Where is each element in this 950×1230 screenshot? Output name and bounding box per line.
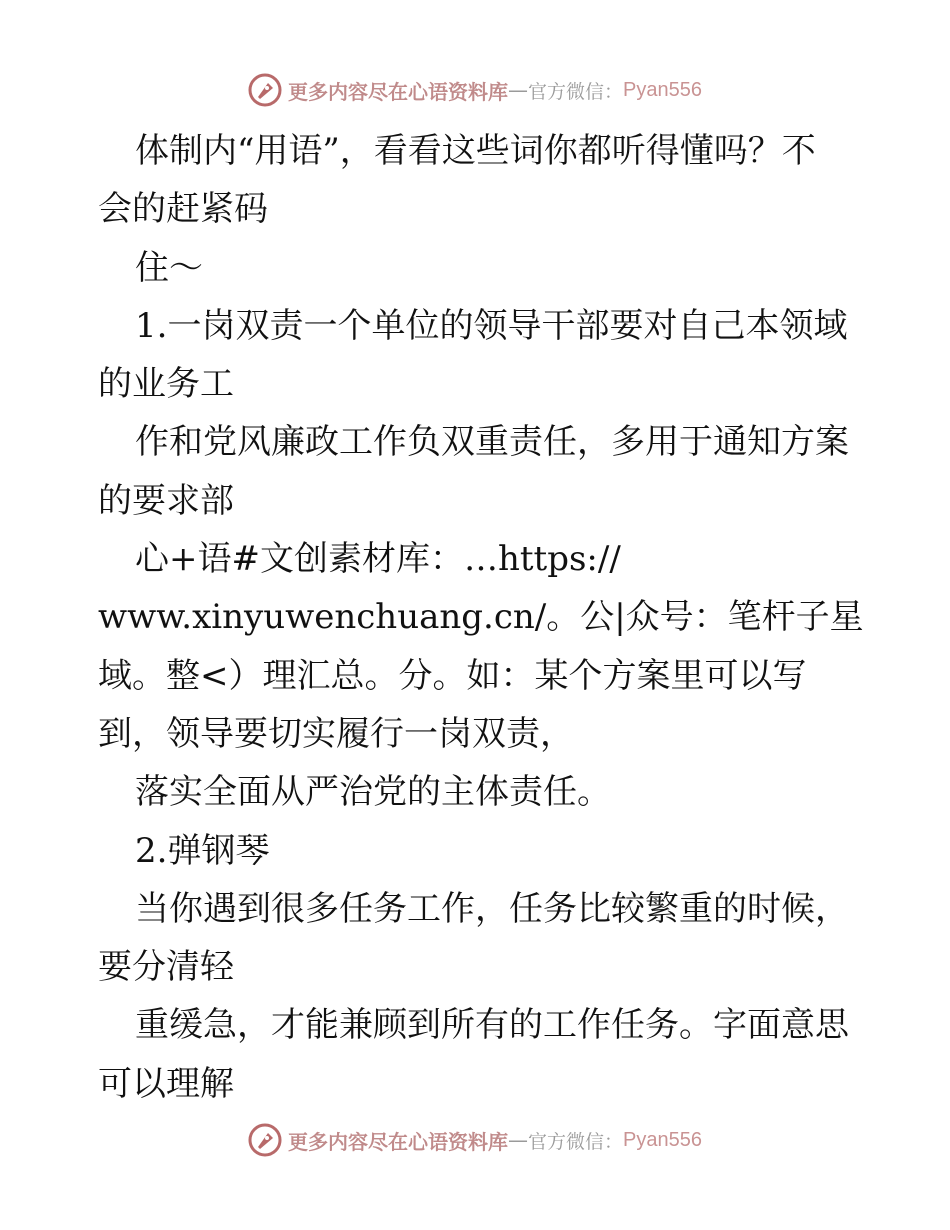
footer-banner-wechat-id: Pyan556	[623, 1128, 702, 1151]
text-line-13: 2.弹钢琴	[135, 830, 270, 871]
pen-nib-icon	[248, 73, 282, 107]
text-line-6: 作和党风廉政工作负双重责任，多用于通知方案	[135, 422, 849, 463]
text-line-10: 域。整<）理汇总。分。如：某个方案里可以写	[98, 655, 807, 696]
text-line-7: 的要求部	[98, 480, 234, 521]
banner-separator: —	[508, 78, 528, 102]
banner-title: 更多内容尽在心语资料库	[288, 79, 508, 104]
text-line-17: 可以理解	[98, 1063, 234, 1104]
text-line-11: 到，领导要切实履行一岗双责，	[98, 713, 574, 754]
banner-wechat-id: Pyan556	[623, 78, 702, 101]
text-line-5: 的业务工	[98, 364, 234, 405]
text-line-2: 会的赶紧码	[98, 189, 268, 230]
text-line-9: www.xinyuwenchuang.cn/。公|众号：笔杆子星	[98, 597, 864, 638]
text-line-14: 当你遇到很多任务工作，任务比较繁重的时候，	[135, 888, 849, 929]
footer-banner-separator: —	[508, 1128, 528, 1152]
text-line-15: 要分清轻	[98, 947, 234, 988]
pen-nib-icon	[248, 1123, 282, 1157]
footer-banner-wechat-label: 官方微信：	[528, 1130, 624, 1153]
text-line-16: 重缓急，才能兼顾到所有的工作任务。字面意思	[135, 1005, 849, 1046]
footer-banner	[0, 1120, 950, 1160]
header-banner	[0, 70, 950, 110]
text-line-12: 落实全面从严治党的主体责任。	[135, 772, 611, 813]
footer-banner-title: 更多内容尽在心语资料库	[288, 1129, 508, 1154]
text-line-4: 1.一岗双责一个单位的领导干部要对自己本领域	[135, 305, 848, 346]
text-line-8: 心+语#文创素材库：…https://	[135, 539, 621, 580]
text-line-3: 住～	[135, 247, 203, 288]
text-line-1: 体制内“用语”，看看这些词你都听得懂吗？不	[135, 131, 816, 171]
document-body	[98, 122, 868, 1113]
banner-wechat-label: 官方微信：	[528, 80, 624, 103]
